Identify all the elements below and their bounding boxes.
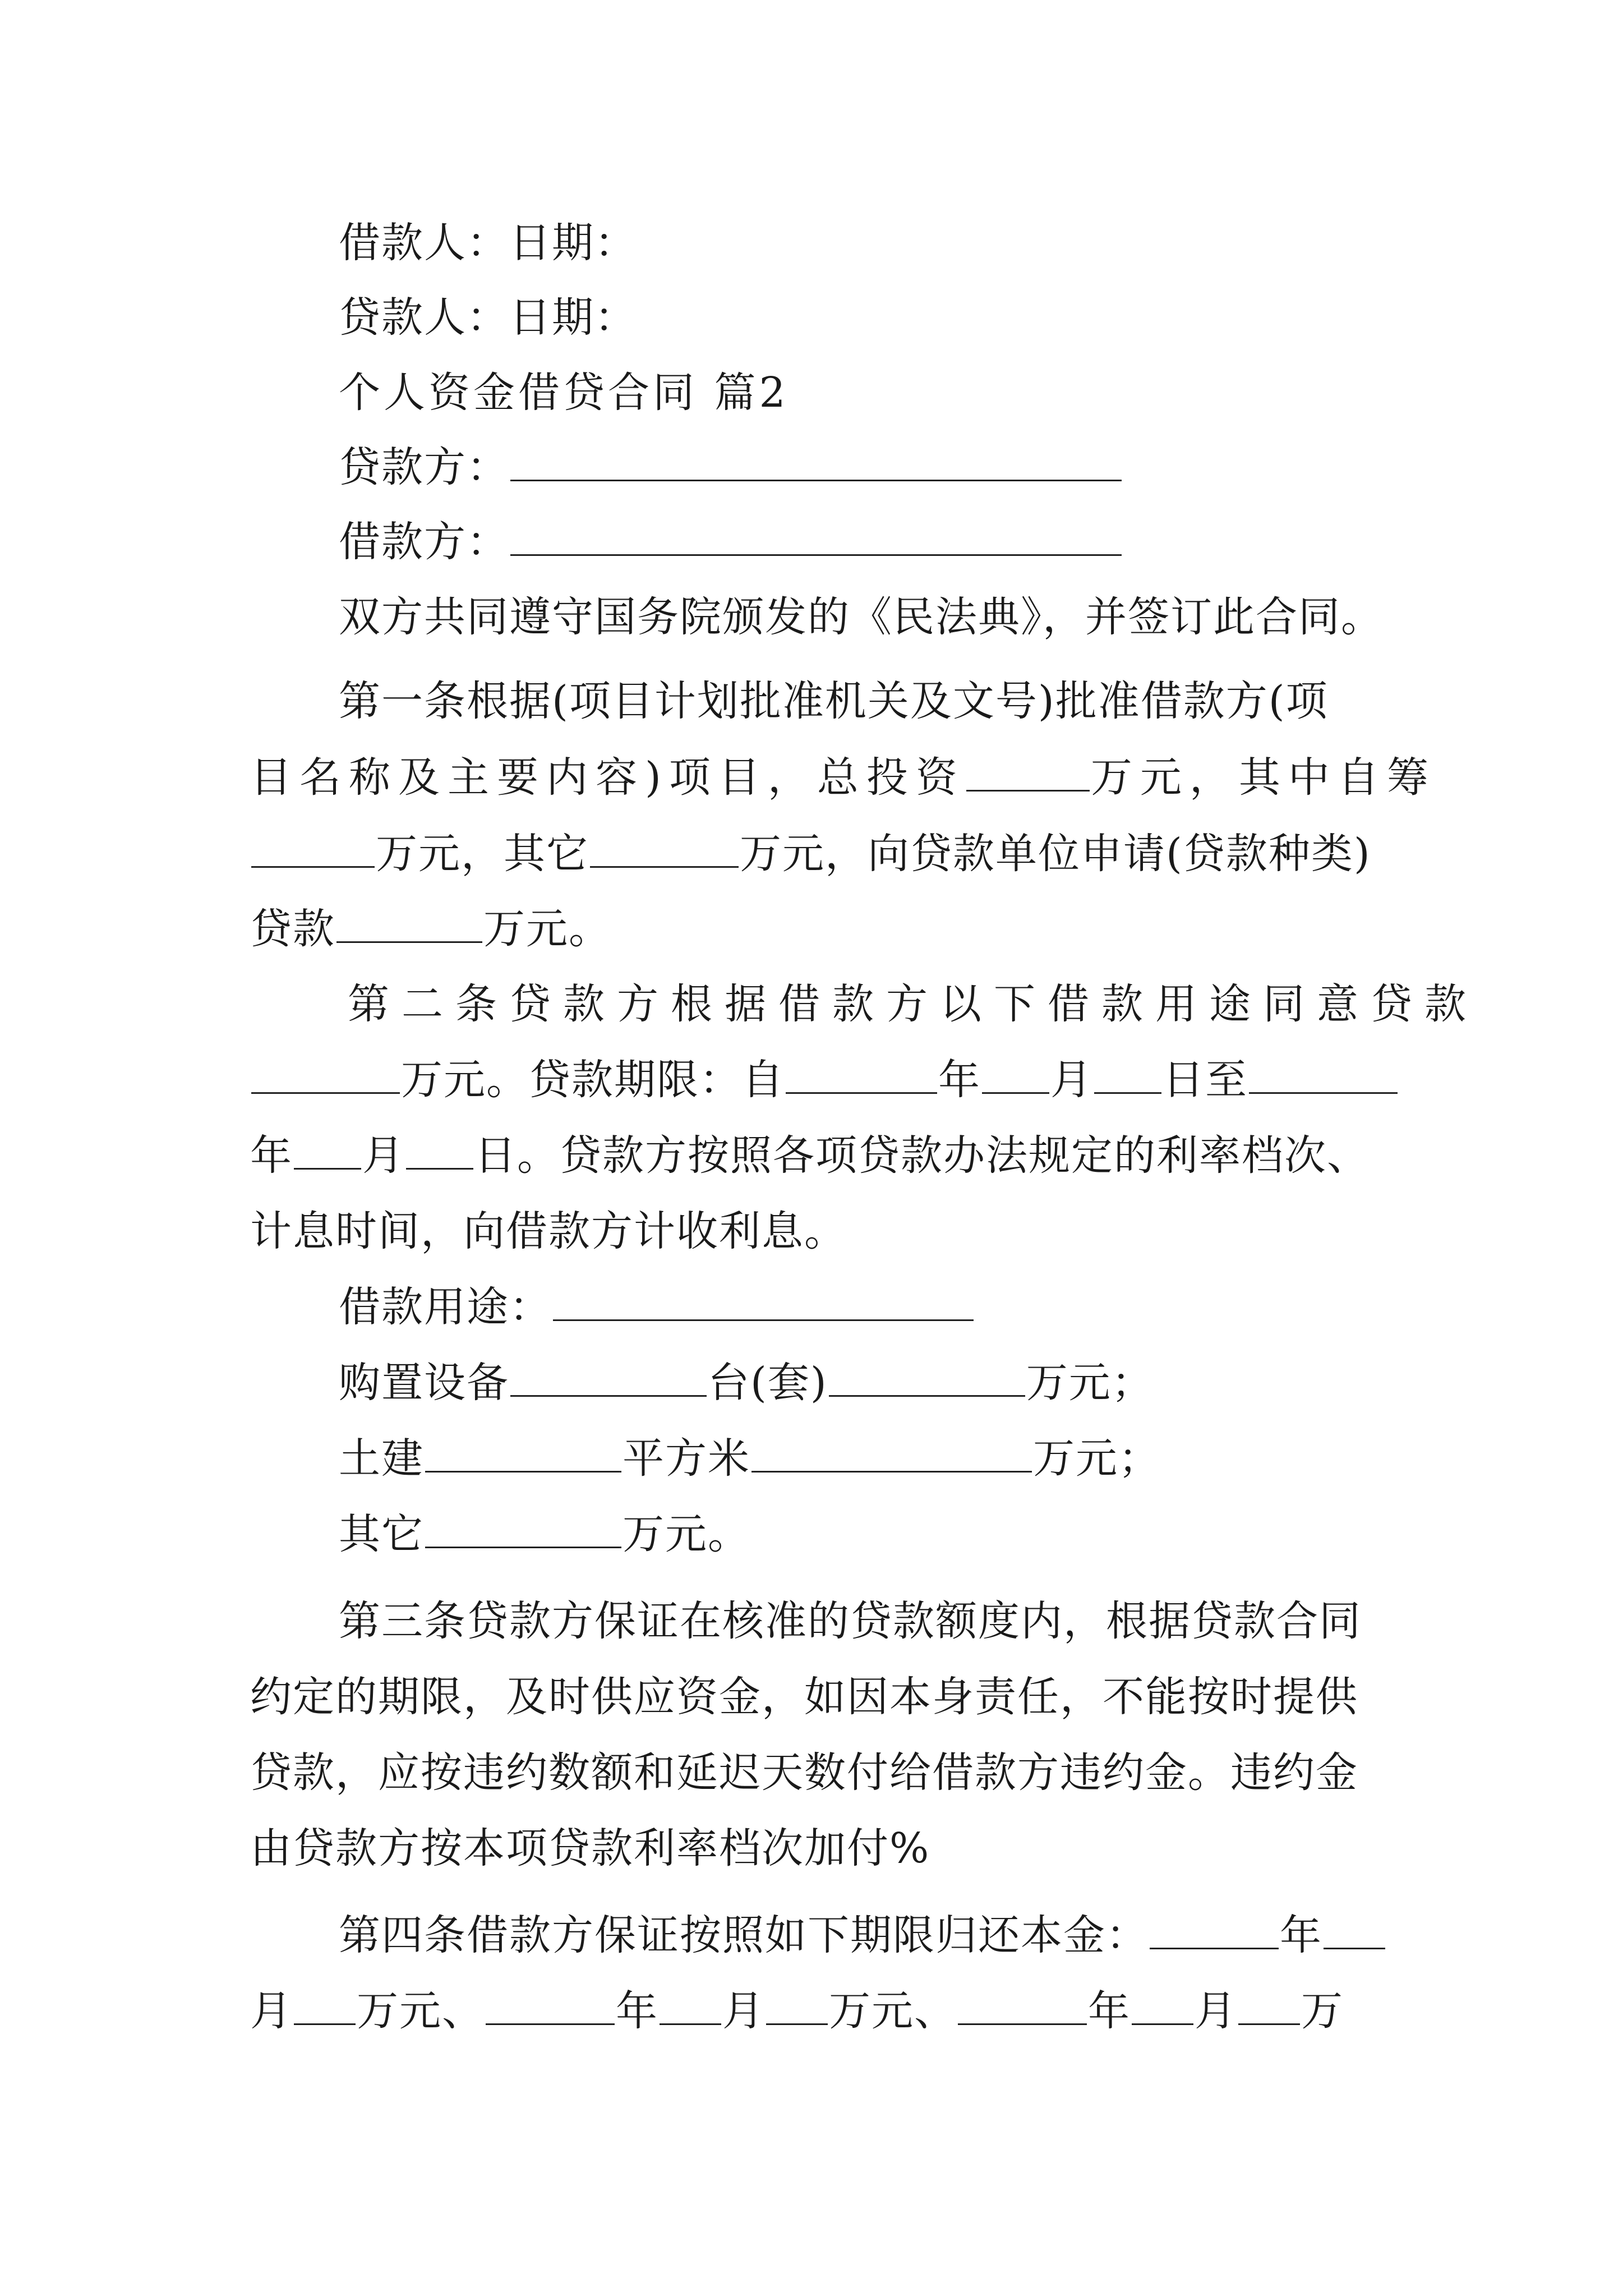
article-1-line-1: 第一条根据(项目计划批准机关及文号)批准借款方(项 bbox=[339, 677, 1329, 725]
paragraph-intro: 双方共同遵守国务院颁发的《民法典》，并签订此合同。 bbox=[339, 593, 1384, 641]
blank-field bbox=[766, 1989, 828, 2025]
blank-field bbox=[966, 755, 1090, 792]
blank-field bbox=[829, 1360, 1025, 1397]
article-2-line-2: 万元。贷款期限：自 年 月 日至 bbox=[250, 1052, 1399, 1108]
article-3-line-2: 约定的期限，及时供应资金，如因本身责任，不能按时提供 bbox=[250, 1673, 1358, 1721]
blank-field bbox=[425, 1512, 621, 1548]
blank-field bbox=[336, 907, 482, 943]
blank-field bbox=[1324, 1913, 1385, 1949]
blank-field bbox=[553, 1285, 974, 1321]
article-1-line-3: 万元，其它 万元，向贷款单位申请(贷款种类) bbox=[250, 826, 1371, 882]
article-2-line-4: 计息时间，向借款方计收利息。 bbox=[250, 1207, 847, 1255]
blank-field bbox=[660, 1989, 721, 2025]
blank-field bbox=[982, 1057, 1049, 1094]
blank-field bbox=[786, 1057, 937, 1094]
borrower-party-line: 借款方： bbox=[339, 514, 1123, 570]
blank-field bbox=[510, 445, 1122, 481]
blank-field bbox=[590, 831, 739, 868]
equipment-line: 购置设备 台(套) 万元； bbox=[339, 1359, 1154, 1407]
blank-field bbox=[486, 1989, 615, 2025]
lender-party-line: 贷款方： bbox=[339, 439, 1123, 495]
blank-field bbox=[406, 1133, 473, 1170]
blank-field bbox=[510, 519, 1122, 556]
blank-field bbox=[751, 1436, 1032, 1473]
blank-field bbox=[1249, 1057, 1398, 1094]
loan-purpose-line: 借款用途： bbox=[339, 1279, 975, 1335]
blank-field bbox=[251, 831, 375, 868]
blank-field bbox=[251, 1057, 400, 1094]
article-3-line-3: 贷款，应按违约数额和延迟天数付给借款方违约金。违约金 bbox=[250, 1749, 1358, 1797]
borrower-date-line: 借款人：日期： bbox=[339, 219, 637, 267]
blank-field bbox=[1238, 1989, 1300, 2025]
article-4-line-1: 第四条借款方保证按照如下期限归还本金： 年 bbox=[339, 1907, 1386, 1963]
blank-field bbox=[1150, 1913, 1279, 1949]
lender-date-line: 贷款人：日期： bbox=[339, 293, 637, 342]
article-2-line-3: 年 月 日。贷款方按照各项贷款办法规定的利率档次、 bbox=[250, 1131, 1370, 1180]
blank-field bbox=[294, 1133, 361, 1170]
blank-field bbox=[1132, 1989, 1193, 2025]
construction-line: 土建 平方米 万元； bbox=[339, 1434, 1161, 1483]
article-1-line-4: 贷款 万元。 bbox=[250, 905, 611, 953]
blank-field bbox=[294, 1989, 356, 2025]
blank-field bbox=[425, 1436, 621, 1473]
article-2-line-1: 第二条贷款方根据借款方以下借款用途同意贷款 bbox=[348, 980, 1478, 1028]
blank-field bbox=[958, 1989, 1087, 2025]
blank-field bbox=[510, 1360, 707, 1397]
article-1-line-2: 目名称及主要内容)项目，总投资 万元，其中自筹 bbox=[250, 753, 1436, 802]
article-3-line-1: 第三条贷款方保证在核准的贷款额度内，根据贷款合同 bbox=[339, 1597, 1362, 1645]
other-line: 其它 万元。 bbox=[339, 1510, 750, 1558]
article-4-line-2: 月 万元、 年 月 万元、 年 月 万 bbox=[250, 1987, 1344, 2035]
blank-field bbox=[1094, 1057, 1161, 1094]
section-title: 个人资金借贷合同 篇2 bbox=[339, 369, 789, 417]
article-3-line-4: 由贷款方按本项贷款利率档次加付% bbox=[250, 1824, 930, 1872]
